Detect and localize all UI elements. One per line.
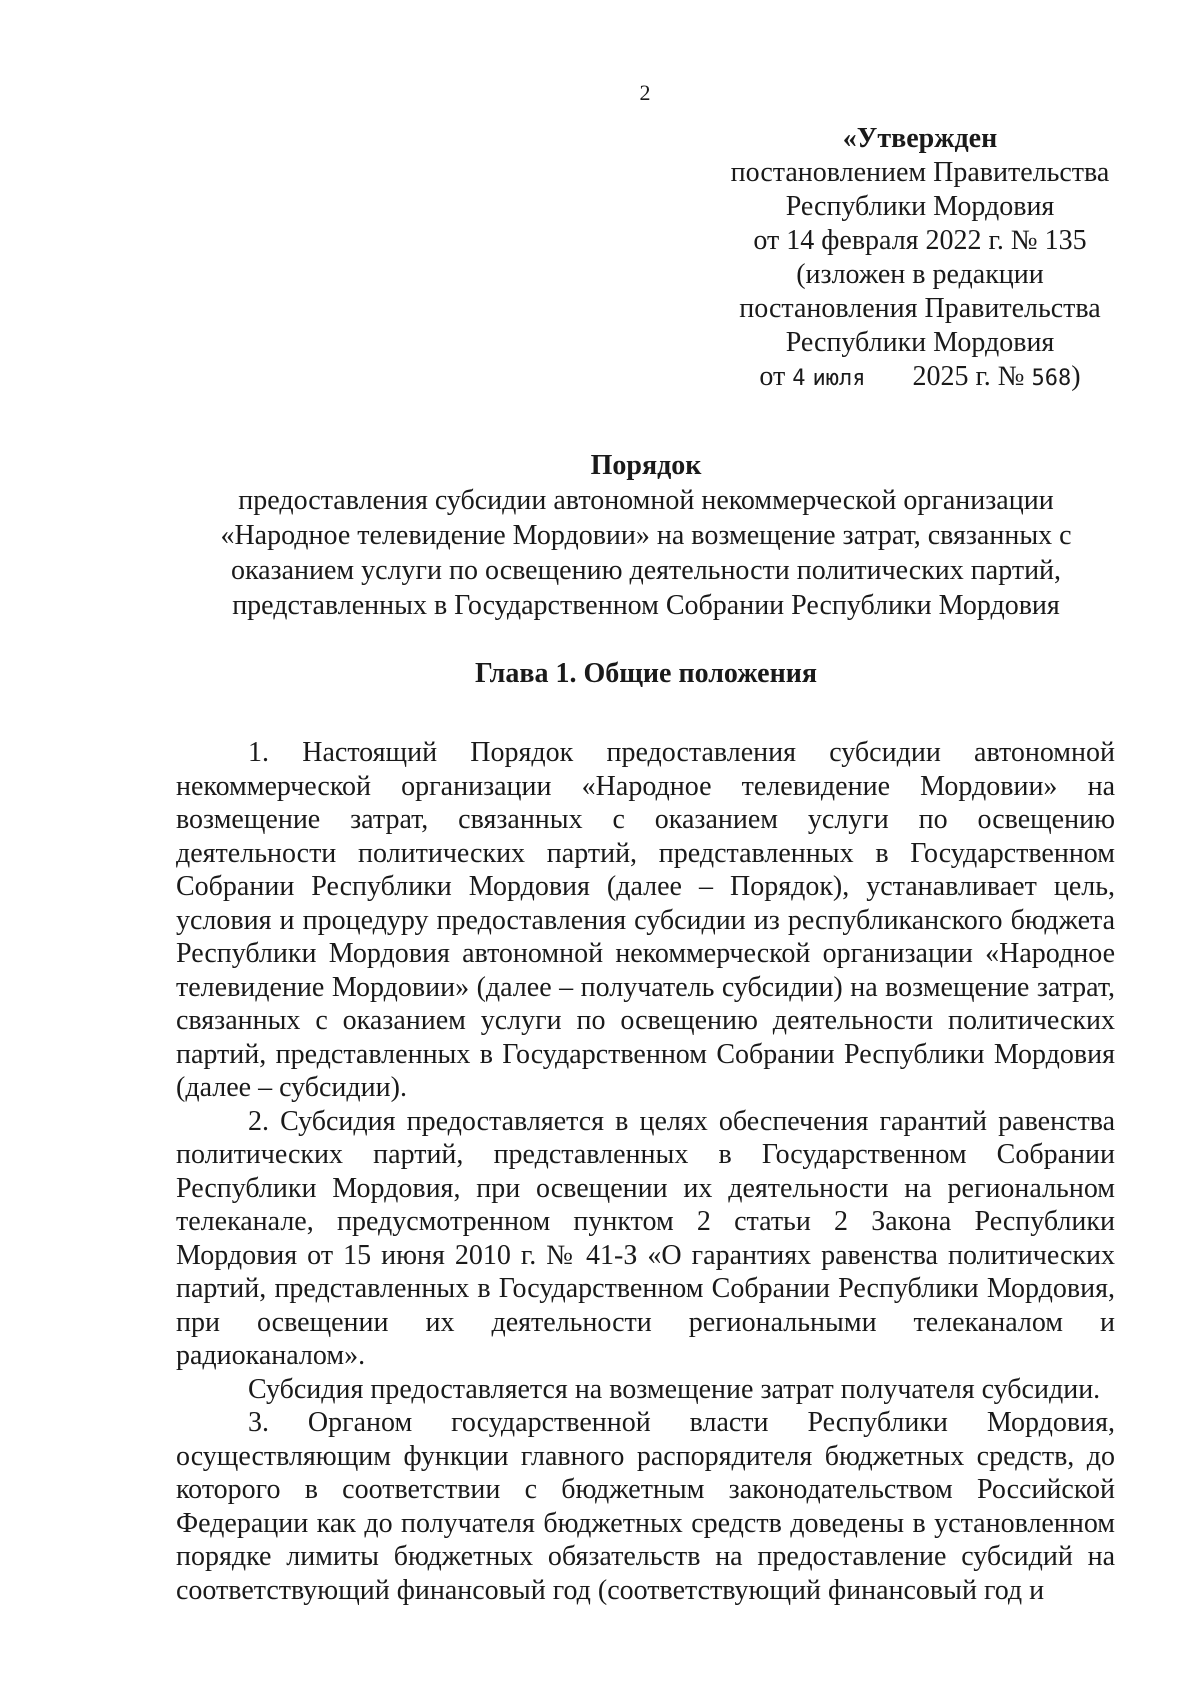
- approval-line: Республики Мордовия: [785, 191, 1055, 222]
- approval-close-paren: ): [1071, 361, 1081, 392]
- page-number: 2: [639, 80, 651, 105]
- approval-line: Республики Мордовия: [785, 327, 1055, 358]
- approval-date-prefix: от: [759, 361, 786, 392]
- document-subtitle-line: оказанием услуги по освещению деятельности политических партий,: [230, 555, 1062, 586]
- approval-line: постановления Правительства: [739, 293, 1101, 324]
- approval-stamp-block: [720, 122, 1120, 396]
- document-heading: Порядок: [590, 450, 702, 481]
- approval-date-month: июля: [812, 366, 866, 391]
- paragraph-3: 3. Органом государственной власти Республики Мордовия, осуществляющим функции главного распорядителя бюджетных средств, до которого в соответствии с бюджетным законодательством Российской Федерации как до получателя бюджетных средств доведены в установленном порядке лимиты бюджетных обязательств на предоставление субсидий на соответствующий финансовый год (соответствующий финансовый год и: [176, 1407, 1115, 1606]
- approval-date-line: [720, 360, 1120, 396]
- approval-date-day: 4: [792, 366, 806, 391]
- chapter-heading: Глава 1. Общие положения: [474, 658, 817, 689]
- document-title: [176, 448, 1116, 623]
- approval-line: (изложен в редакции: [796, 259, 1044, 290]
- paragraph-1: 1. Настоящий Порядок предоставления субсидии автономной некоммерческой организации «Народное телевидение Мордовии» на возмещение затрат, связанных с оказанием услуги по освещению деятельности политических партий, представленных в Государственном Собрании Республики Мордовия (далее – Порядок), устанавливает цель, условия и процедуру предоставления субсидии из республиканского бюджета Республики Мордовия автономной некоммерческой организации «Народное телевидение Мордовии» (далее – получатель субсидии) на возмещение затрат, связанных с оказанием услуги по освещению деятельности политических партий, представленных в Государственном Собрании Республики Мордовия (далее – субсидии).: [176, 737, 1115, 1103]
- approval-date-year: 2025 г. №: [912, 361, 1025, 392]
- approval-title: «Утвержден: [842, 123, 998, 154]
- document-subtitle-line: представленных в Государственном Собрании Республики Мордовия: [232, 590, 1060, 621]
- approval-line: постановлением Правительства: [730, 157, 1110, 188]
- approval-number: 568: [1031, 366, 1072, 391]
- document-subtitle-line: «Народное телевидение Мордовии» на возмещение затрат, связанных с: [220, 520, 1072, 551]
- paragraph-2: 2. Субсидия предоставляется в целях обеспечения гарантий равенства политических партий, представленных в Государственном Собрании Республики Мордовия, при освещении их деятельности на региональном телеканале, предусмотренном пунктом 2 статьи 2 Закона Республики Мордовия от 15 июня 2010 г. № 41-З «О гарантиях равенства политических партий, представленных в Государственном Собрании Республики Мордовия, при освещении их деятельности региональными телеканалом и радиоканалом».: [176, 1105, 1115, 1371]
- approval-line: от 14 февраля 2022 г. № 135: [753, 225, 1087, 256]
- paragraph-2-continuation: Субсидия предоставляется на возмещение затрат получателя субсидии.: [248, 1373, 1101, 1405]
- document-body: [176, 736, 1115, 1607]
- document-subtitle-line: предоставления субсидии автономной некоммерческой организации: [238, 485, 1054, 516]
